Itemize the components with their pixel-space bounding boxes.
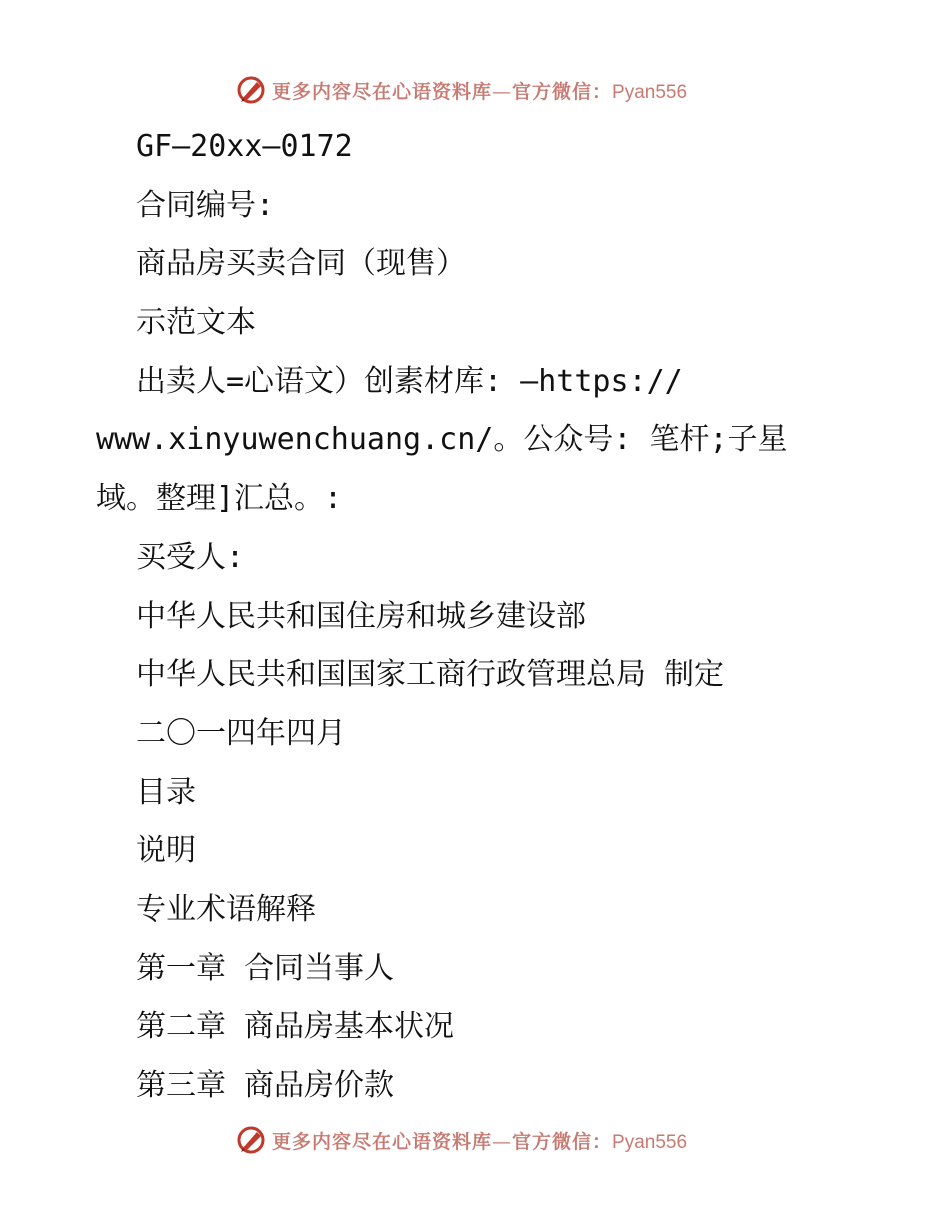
- seller-line-cont-2: 域。整理]汇总。:: [96, 481, 343, 517]
- buyer-line: 买受人:: [136, 539, 245, 575]
- watermark-separator: —: [492, 80, 513, 103]
- toc-item: 第二章 商品房基本状况: [136, 1009, 455, 1045]
- watermark-text: [272, 77, 687, 104]
- watermark-wechat-id: Pyan556: [612, 1131, 688, 1153]
- toc-item: 第一章 合同当事人: [136, 950, 395, 986]
- toc-item: 专业术语解释: [136, 891, 316, 927]
- watermark-wechat-label: 官方微信：: [512, 1130, 613, 1153]
- document-title: 商品房买卖合同（现售）: [136, 246, 466, 282]
- watermark-main: 更多内容尽在心语资料库: [272, 80, 493, 103]
- pen-circle-icon: [236, 75, 266, 105]
- contract-number-label: 合同编号:: [136, 187, 275, 223]
- watermark-header: [236, 73, 687, 107]
- issuer-ministry: 中华人民共和国住房和城乡建设部: [136, 598, 586, 634]
- toc-heading: 目录: [136, 774, 196, 810]
- issue-date: 二〇一四年四月: [136, 715, 346, 751]
- watermark-main: 更多内容尽在心语资料库: [272, 1130, 493, 1153]
- watermark-wechat-label: 官方微信：: [512, 80, 613, 103]
- watermark-separator: —: [492, 1130, 513, 1153]
- watermark-text: [272, 1127, 687, 1154]
- toc-item: 说明: [136, 833, 196, 869]
- document-subtitle: 示范文本: [136, 305, 256, 341]
- watermark-footer: [236, 1123, 687, 1157]
- watermark-wechat-id: Pyan556: [612, 81, 688, 103]
- pen-circle-icon: [236, 1125, 266, 1155]
- doc-code: GF—20xx—0172: [136, 129, 353, 164]
- toc-item: 第三章 商品房价款: [136, 1068, 395, 1103]
- document-body: [96, 118, 816, 1116]
- seller-line: 出卖人=心语文）创素材库: —https://: [136, 363, 683, 399]
- seller-line-cont-1: www.xinyuwenchuang.cn/。公众号: 笔杆;子星: [96, 422, 788, 458]
- issuer-administration: 中华人民共和国国家工商行政管理总局 制定: [136, 657, 725, 693]
